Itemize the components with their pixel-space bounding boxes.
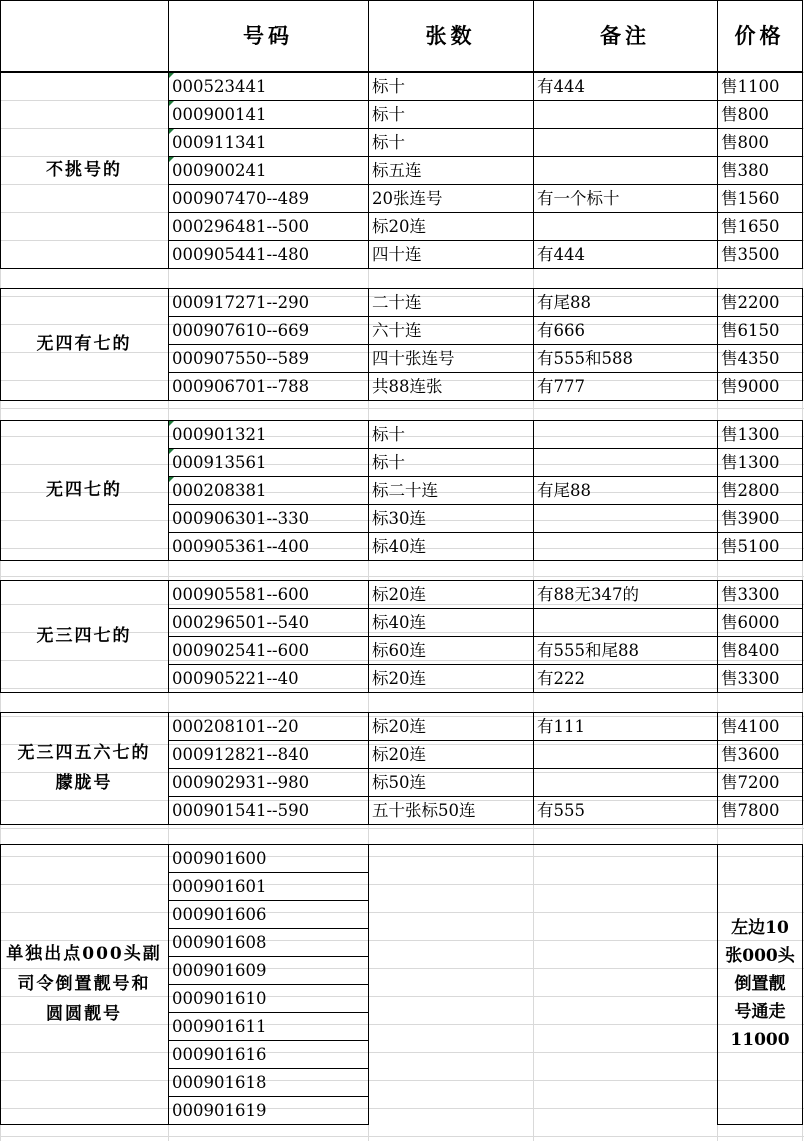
cell-price: 售3900: [721, 509, 780, 528]
cell-count: 二十连: [372, 293, 422, 312]
section-label-line: 单独出点000头副: [6, 944, 162, 964]
cell-number: 000901606: [172, 905, 267, 924]
cell-remark: 有666: [537, 321, 585, 340]
cell-price: 售3300: [721, 585, 780, 604]
cell-remark: 有一个标十: [537, 189, 620, 208]
cell-count: 标十: [372, 425, 405, 444]
cell-count: 共88连张: [372, 377, 443, 396]
cell-number: 000902931--980: [172, 773, 310, 792]
section-label-line: 无四七的: [46, 480, 122, 500]
section-label-line: 朦胧号: [55, 773, 113, 793]
cell-remark: [537, 157, 715, 185]
section-label-text: [37, 621, 132, 651]
cell-number: 000907470--489: [172, 189, 310, 208]
cell-number: 000907610--669: [172, 321, 310, 340]
cell-remark: 有555和588: [537, 349, 633, 368]
cell-number: 000296501--540: [172, 613, 310, 632]
cell-price: 售1100: [721, 77, 780, 96]
border: [0, 0, 1, 72]
cell-number: 000208381: [172, 481, 267, 500]
price-note-line: 倒置靓: [734, 974, 786, 994]
border: [368, 420, 369, 561]
cell-remark: 有555: [537, 801, 585, 820]
border: [802, 420, 803, 561]
cell-remark: 有444: [537, 245, 585, 264]
cell-count: 标20连: [372, 585, 426, 604]
cell-number: 000912821--840: [172, 745, 310, 764]
section-label-line: 无三四七的: [36, 626, 132, 646]
cell-flag-icon: [169, 101, 174, 106]
cell-number: 000905441--480: [172, 245, 310, 264]
grid-line: [0, 1136, 804, 1137]
cell-remark: 有尾88: [537, 481, 591, 500]
cell-number: 000911341: [172, 133, 267, 152]
border: [368, 0, 369, 72]
cell-count: 标20连: [372, 669, 426, 688]
section-label: [0, 288, 168, 400]
cell-price: 售4100: [721, 717, 780, 736]
cell-price: 售800: [721, 133, 769, 152]
cell-price: 售1300: [721, 453, 780, 472]
cell-price: 售1560: [721, 189, 780, 208]
cell-price: 售6000: [721, 613, 780, 632]
cell-number: 000901608: [172, 933, 267, 952]
border: [717, 1124, 802, 1125]
section-label: [0, 844, 168, 1124]
section-label-line: 无三四五六七的: [17, 743, 151, 763]
cell-number: 000906301--330: [172, 509, 310, 528]
cell-number: 000913561: [172, 453, 267, 472]
border: [368, 844, 369, 1125]
cell-price: 售5100: [721, 537, 780, 556]
border: [533, 0, 534, 72]
cell-count: 标十: [372, 133, 405, 152]
border: [168, 420, 169, 561]
cell-number: 000901601: [172, 877, 267, 896]
cell-remark: [537, 449, 715, 477]
cell-flag-icon: [169, 129, 174, 134]
cell-number: 000901619: [172, 1101, 267, 1120]
header-number: 号码: [243, 23, 293, 48]
cell-count: 标20连: [372, 717, 426, 736]
section-label: [0, 712, 168, 824]
border: [802, 844, 803, 1125]
cell-number: 000905581--600: [172, 585, 310, 604]
cell-number: 000901610: [172, 989, 267, 1008]
cell-count: 标40连: [372, 537, 426, 556]
cell-remark: [537, 129, 715, 157]
cell-remark: [537, 609, 715, 637]
cell-count: 标20连: [372, 745, 426, 764]
cell-flag-icon: [169, 477, 174, 482]
section-label-text: [46, 475, 122, 505]
section-label-text: [18, 738, 151, 798]
cell-number: 000901321: [172, 425, 267, 444]
price-note-line: 11000: [730, 1030, 790, 1050]
cell-number: 000901600: [172, 849, 267, 868]
cell-count: 五十张标50连: [372, 801, 476, 820]
cell-count: 20张连号: [372, 189, 443, 208]
cell-number: 000901616: [172, 1045, 267, 1064]
section-label-text: [6, 939, 162, 1029]
cell-number: 000901609: [172, 961, 267, 980]
border: [802, 288, 803, 401]
cell-flag-icon: [169, 73, 174, 78]
cell-price: 售8400: [721, 641, 780, 660]
cell-number: 000907550--589: [172, 349, 310, 368]
grid-line: [0, 828, 804, 829]
grid-line: [0, 408, 804, 409]
cell-count: 六十连: [372, 321, 422, 340]
section-label-text: [46, 155, 122, 185]
cell-remark: [537, 741, 715, 769]
section-label: [0, 72, 168, 268]
cell-price: 售3500: [721, 245, 780, 264]
cell-price: 售2200: [721, 293, 780, 312]
border: [533, 420, 534, 561]
border: [168, 0, 169, 72]
section-label-text: [37, 329, 132, 359]
cell-count: 标50连: [372, 773, 426, 792]
cell-price: 售800: [721, 105, 769, 124]
section-label-line: 无四有七的: [36, 334, 132, 354]
price-note-line: 左边10: [731, 918, 789, 938]
cell-count: 标十: [372, 77, 405, 96]
cell-price: 售6150: [721, 321, 780, 340]
section-label-line: 不挑号的: [46, 160, 122, 180]
cell-number: 000902541--600: [172, 641, 310, 660]
cell-price: 售7200: [721, 773, 780, 792]
cell-count: 四十张连号: [372, 349, 455, 368]
cell-remark: [537, 533, 715, 561]
cell-number: 000900241: [172, 161, 267, 180]
cell-count: 标30连: [372, 509, 426, 528]
cell-number: 000208101--20: [172, 717, 299, 736]
price-note-line: 号通走: [734, 1002, 786, 1022]
cell-number: 000901611: [172, 1017, 267, 1036]
grid-line: [0, 576, 804, 577]
border: [802, 712, 803, 825]
cell-number: 000296481--500: [172, 217, 310, 236]
cell-number: 000905221--40: [172, 669, 299, 688]
cell-count: 标二十连: [372, 481, 438, 500]
cell-count: 标20连: [372, 217, 426, 236]
section-label-line: 圆圆靓号: [46, 1004, 122, 1024]
cell-remark: 有222: [537, 669, 585, 688]
border: [802, 72, 803, 269]
cell-price: 售4350: [721, 349, 780, 368]
border: [0, 1124, 168, 1125]
cell-remark: 有111: [537, 717, 585, 736]
cell-count: 标十: [372, 105, 405, 124]
cell-number: 000523441: [172, 77, 267, 96]
cell-remark: [537, 213, 715, 241]
cell-count: 标60连: [372, 641, 426, 660]
cell-remark: 有555和尾88: [537, 641, 639, 660]
cell-remark: 有444: [537, 77, 585, 96]
cell-number: 000900141: [172, 105, 267, 124]
header-remark: 备注: [600, 23, 650, 48]
cell-price: 售3600: [721, 745, 780, 764]
cell-remark: [537, 421, 715, 449]
border: [0, 0, 802, 1]
header-count: 张数: [425, 23, 476, 48]
section-label: [0, 420, 168, 560]
cell-price: 售2800: [721, 481, 780, 500]
cell-remark: [537, 505, 715, 533]
cell-price: 售1300: [721, 425, 780, 444]
cell-count: 标五连: [372, 161, 422, 180]
cell-price: 售1650: [721, 217, 780, 236]
section-label: [0, 580, 168, 692]
price-note-line: 张000头: [725, 946, 795, 966]
cell-price: 售380: [721, 161, 769, 180]
cell-number: 000901618: [172, 1073, 267, 1092]
cell-price: 售7800: [721, 801, 780, 820]
border: [802, 580, 803, 693]
cell-number: 000901541--590: [172, 801, 310, 820]
cell-number: 000905361--400: [172, 537, 310, 556]
cell-remark: [537, 101, 715, 129]
cell-count: 标40连: [372, 613, 426, 632]
cell-remark: 有777: [537, 377, 585, 396]
cell-remark: 有88无347的: [537, 585, 639, 604]
cell-flag-icon: [169, 157, 174, 162]
header-price: 价格: [734, 23, 785, 48]
cell-count: 四十连: [372, 245, 422, 264]
cell-price: 售9000: [721, 377, 780, 396]
cell-remark: 有尾88: [537, 293, 591, 312]
cell-number: 000906701--788: [172, 377, 310, 396]
price-note: [718, 914, 802, 1054]
border: [717, 420, 718, 561]
cell-count: 标十: [372, 453, 405, 472]
section-label-line: 司令倒置靓号和: [17, 974, 151, 994]
cell-flag-icon: [169, 421, 174, 426]
cell-flag-icon: [169, 449, 174, 454]
border: [802, 0, 803, 72]
border: [717, 0, 718, 72]
cell-remark: [537, 769, 715, 797]
cell-number: 000917271--290: [172, 293, 310, 312]
cell-price: 售3300: [721, 669, 780, 688]
